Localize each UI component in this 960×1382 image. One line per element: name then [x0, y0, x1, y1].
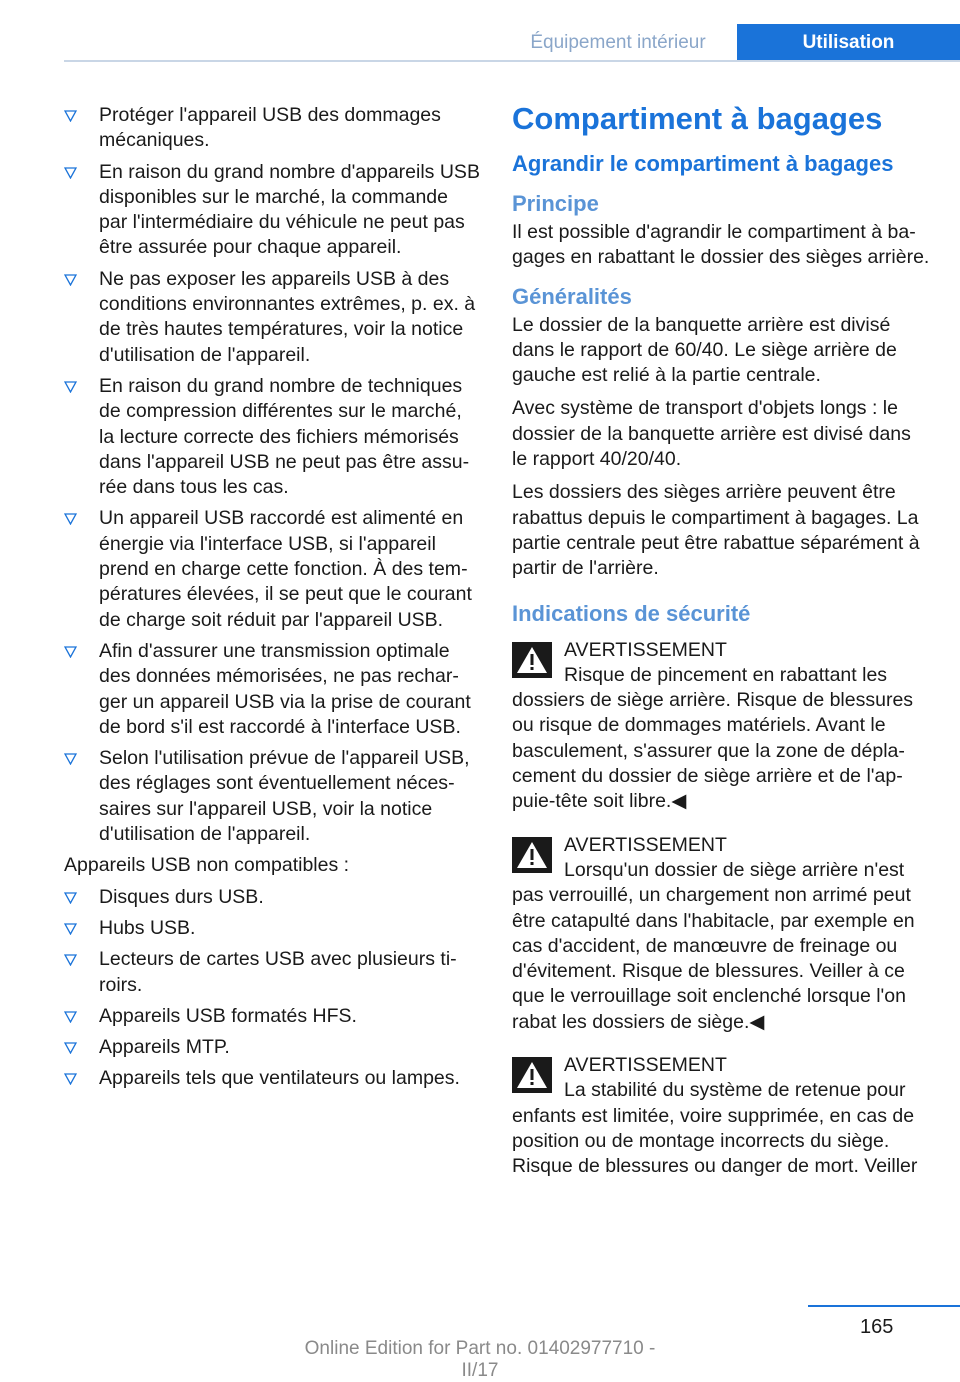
triangle-bullet-icon: [64, 381, 77, 393]
warning-text: La stabilité du système de retenue pour enfants est limitée, voire supprimée, en cas de position ou de montage incorrects du siège. Risque de blessures ou danger de mort. Veiller: [512, 1079, 918, 1178]
triangle-bullet-icon: [64, 954, 77, 966]
warning-block: [512, 1053, 930, 1179]
left-column: [64, 103, 480, 1098]
list-item: [64, 916, 480, 941]
incompatible-label: Appareils USB non compatibles :: [64, 854, 350, 877]
list-item-text: Appareils USB formatés HFS.: [99, 1004, 357, 1027]
warning-label: AVERTISSEMENT: [564, 638, 727, 661]
triangle-bullet-icon: [64, 513, 77, 525]
list-item: [64, 1035, 480, 1060]
footer-edition: Online Edition for Part no. 01402977710 - II/17: [304, 1338, 656, 1381]
list-item-text: Un appareil USB raccordé est alimenté en énergie via l'interface USB, si l'appareil prend en charge cette fonction. À des températures élevées, il se peut que le courant de charge soit réduit par l'appareil USB.: [99, 507, 472, 631]
generalites-paragraph-1: Le dossier de la banquette arrière est divisé dans le rapport de 60/40. Le siège arrière de gauche est relié à la partie centrale.: [512, 313, 897, 387]
list-item: [64, 947, 480, 998]
list-item: [64, 885, 480, 910]
triangle-bullet-icon: [64, 923, 77, 935]
generalites-paragraph-3: Les dossiers des sièges arrière peuvent être rabattus depuis le compartiment à bagages. La partie centrale peut être rabattue séparément à partir de l'arrière.: [512, 481, 920, 580]
generalites-paragraph-2: Avec système de transport d'objets longs : le dossier de la banquette arrière est divisé dans le rapport 40/20/40.: [512, 397, 911, 471]
triangle-bullet-icon: [64, 753, 77, 765]
list-item: [64, 103, 480, 154]
list-item: [64, 639, 480, 740]
warning-label: AVERTISSEMENT: [564, 833, 727, 856]
heading-securite: Indications de sécurité: [512, 600, 751, 626]
header-section-title: Équipement intérieur: [530, 32, 706, 53]
warning-triangle-icon: [512, 837, 552, 873]
list-item-text: Lecteurs de cartes USB avec plusieurs tiroirs.: [99, 948, 457, 996]
list-item: [64, 1004, 480, 1029]
warning-block: [512, 638, 930, 815]
page-title: Compartiment à bagages: [512, 101, 883, 136]
warning-label: AVERTISSEMENT: [564, 1054, 727, 1077]
list-item-text: En raison du grand nombre d'appareils USB disponibles sur le marché, la commande par l'intermédiaire du véhicule ne peut pas être assurée pour chaque appareil.: [99, 160, 480, 259]
triangle-bullet-icon: [64, 646, 77, 658]
usb-notes-list: [64, 103, 480, 847]
triangle-bullet-icon: [64, 167, 77, 179]
list-item-text: Selon l'utilisation prévue de l'appareil USB, des réglages sont éventuellement nécessaires sur l'appareil USB, voir la notice d'utilisation de l'appareil.: [99, 747, 470, 846]
warning-text: Risque de pincement en rabattant les dossiers de siège arrière. Risque de blessures ou risque de dommages matériels. Avant le basculement, s'assurer que la zone de déplacement du dossier de siège arrière et de l'appuie-tête soit libre.◀: [512, 663, 914, 813]
list-item: [64, 374, 480, 500]
warning-block: [512, 833, 930, 1035]
triangle-bullet-icon: [64, 1042, 77, 1054]
incompatible-devices-list: [64, 885, 480, 1092]
list-item-text: Appareils MTP.: [99, 1036, 230, 1059]
footer-divider: [808, 1305, 960, 1307]
warning-text: Lorsqu'un dossier de siège arrière n'est pas verrouillé, un chargement non arrimé peut être catapulté dans l'habitacle, par exemple en cas d'accident, de manœuvre de freinage ou d'évitement. Risque de blessures. Veiller à ce que le verrouillage soit enclenché lorsque l'on rabat les dossiers de siège.◀: [512, 858, 915, 1033]
section-subtitle: Agrandir le compartiment à bagages: [512, 151, 894, 176]
list-item-text: Protéger l'appareil USB des dommages mécaniques.: [99, 104, 441, 152]
list-item-text: En raison du grand nombre de techniques de compression différentes sur le marché, la lecture correcte des fichiers mémorisés dans l'appareil USB ne peut pas être assurée dans tous les cas.: [99, 374, 470, 499]
list-item-text: Disques durs USB.: [99, 885, 264, 908]
principe-text: Il est possible d'agrandir le compartiment à bagages en rabattant le dossier des sièges arrière.: [512, 221, 930, 269]
triangle-bullet-icon: [64, 1011, 77, 1023]
list-item: [64, 267, 480, 368]
triangle-bullet-icon: [64, 1073, 77, 1085]
page-number: 165: [860, 1316, 894, 1338]
list-item: [64, 1066, 480, 1091]
right-column: [512, 100, 930, 1198]
header-tab-utilisation: Utilisation: [737, 24, 960, 62]
list-item-text: Afin d'assurer une transmission optimale des données mémorisées, ne pas recharger un appareil USB via la prise de courant de bord s'il est raccordé à l'interface USB.: [99, 639, 471, 738]
triangle-bullet-icon: [64, 892, 77, 904]
warning-triangle-icon: [512, 1057, 552, 1093]
heading-generalites: Généralités: [512, 283, 632, 309]
list-item-text: Ne pas exposer les appareils USB à des conditions environnantes extrêmes, p. ex. à de très hautes températures, voir la notice d'utilisation de l'appareil.: [99, 267, 476, 366]
header-divider: [64, 60, 960, 62]
warning-triangle-icon: [512, 642, 552, 678]
heading-principe: Principe: [512, 191, 599, 216]
list-item: [64, 746, 480, 847]
triangle-bullet-icon: [64, 110, 77, 122]
list-item-text: Hubs USB.: [99, 916, 196, 939]
triangle-bullet-icon: [64, 274, 77, 286]
list-item: [64, 160, 480, 261]
list-item-text: Appareils tels que ventilateurs ou lampes.: [99, 1067, 460, 1090]
list-item: [64, 506, 480, 632]
